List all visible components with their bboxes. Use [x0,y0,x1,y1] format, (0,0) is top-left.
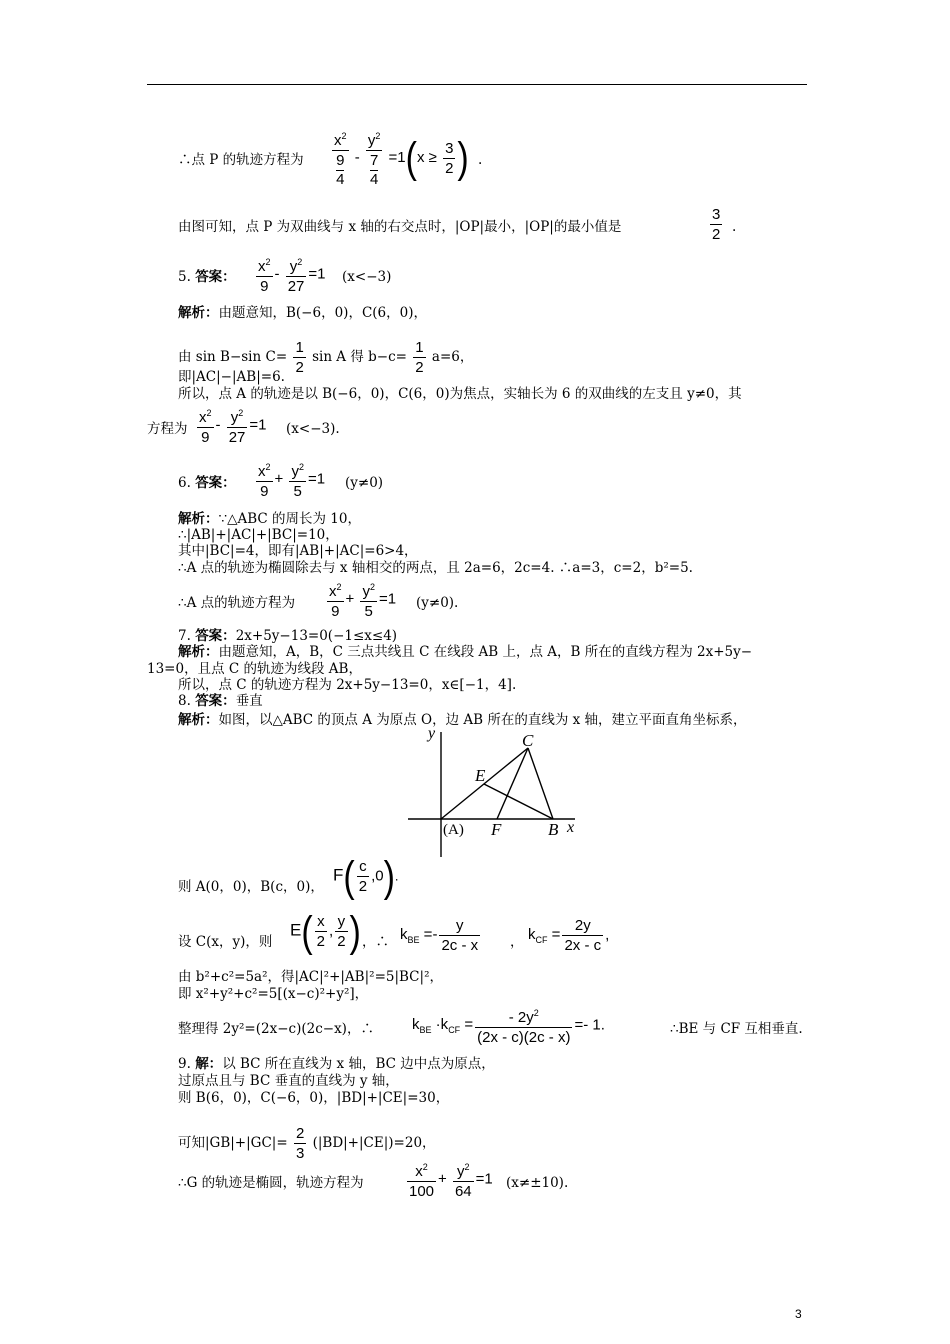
q8-l2a: 则 A(0，0)，B(c，0)， [178,879,324,895]
q9-l5b: (x≠±10). [506,1175,569,1191]
q6-analysis-equation: $\frac{x^2}{9}$ + $\frac{y^2}{5}$ =1 [325,578,396,621]
q5-answer-cond: (x<−3) [342,269,392,285]
q8-product: $k_{BE} \cdot k_{CF}$ = $\frac{- 2y^2}{(2x - c)(2c - x)}$ =- 1. [412,1004,605,1047]
q8-l4: 由 b²+c²=5a²，得|AC|²+|AB|²=5|BC|²， [178,969,443,985]
intro-locus-tail: . [478,152,483,168]
label-y: y [428,725,436,742]
label-x: x [567,819,575,836]
q7-analysis-l1: 解析：由题意知，A，B，C 三点共线且 C 在线段 AB 上，点 A，B 所在的直线方程为 2x+5y− [178,644,753,660]
intro-min-value: $\frac{3}{2}$ [712,206,721,243]
q5-answer-equation: $\frac{x^2}{9}$ - $\frac{y^2}{27}$ =1 [254,253,325,296]
q9-equation: $\frac{x^2}{100}$ + $\frac{y^2}{64}$ =1 [405,1158,493,1201]
q6-analysis-l4: ∴A 点的轨迹为椭圆除去与 x 轴相交的两点，且 2a=6，2c=4. ∴a=3，c=2，b²=5. [178,560,693,576]
q8-point-f: F( $\frac{c}{2}$ ,0). [333,852,399,901]
q9-l5a: ∴G 的轨迹是椭圆，轨迹方程为 [178,1175,364,1191]
label-origin-note: (A) [443,822,464,838]
q6-analysis-l5a: ∴A 点的轨迹方程为 [178,595,296,611]
q5-analysis-l4: 所以，点 A 的轨迹是以 B(−6，0)，C(6，0)为焦点，实轴长为 6 的双曲线的左支且 y≠0，其 [178,386,742,402]
q6-answer-equation: $\frac{x^2}{9}$ + $\frac{y^2}{5}$ =1 [254,458,325,501]
header-rule [147,84,807,85]
label-c: C [522,731,534,750]
label-b: B [548,820,559,839]
intro-locus-equation: $x^2$ 9 4 - $y^2$ 7 4 =1(x ≥ $\frac{3}{2}$ ) [330,127,469,189]
q8-l3a: 设 C(x，y)，则 [178,934,273,950]
q5-analysis-l5b: (x<−3). [286,421,340,437]
q6-analysis-l1: 解析：∵△ABC 的周长为 10， [178,511,361,527]
intro-min-tail: . [732,219,737,235]
q5-analysis-equation: $\frac{x^2}{9}$ - $\frac{y^2}{27}$ =1 [195,404,266,447]
q6-analysis-l2: ∴|AB|+|AC|+|BC|=10， [178,527,339,543]
q9-l1: 9. 解：以 BC 所在直线为 x 轴，BC 边中点为原点， [178,1056,495,1072]
q5-analysis-l1: 解析：由题意知，B(−6，0)，C(6，0)， [178,305,427,321]
q8-l3c: ， [510,934,524,950]
q8-l6a: 整理得 2y²=(2x−c)(2c−x)，∴ [178,1021,374,1037]
q9-l3: 则 B(6，0)，C(−6，0)，|BD|+|CE|=30， [178,1090,450,1106]
q6-analysis-l5b: (y≠0). [416,595,459,611]
q5-answer-line: 5. 答案： [178,269,236,285]
q8-slope-cf: $k_{CF}$ = $\frac{2y}{2x - c}$ , [528,917,610,954]
q8-l5: 即 x²+y²+c²=5[(x−c)²+y²]， [178,986,369,1002]
label-f: F [491,820,502,839]
q5-analysis-l5a: 方程为 [147,421,188,437]
q6-analysis-l3: 其中|BC|=4，即有|AB|+|AC|=6>4， [178,543,418,559]
label-e: E [475,766,486,785]
q9-l4: 可知|GB|+|GC|= $\frac{2}{3}$ (|BD|+|CE|)=20， [178,1125,436,1162]
q7-answer-line: 7. 答案：2x+5y−13=0(−1≤x≤4) [178,628,398,644]
q5-analysis-l3: 即|AC|−|AB|=6. [178,369,285,385]
segment-cf [497,748,528,819]
q8-slope-be: $k_{BE}$ =- $\frac{y}{2c - x}$ [400,917,479,954]
q7-analysis-l2: 13=0，且点 C 的轨迹为线段 AB， [147,661,362,677]
triangle-figure [400,722,590,862]
q8-l3b: ，∴ [362,934,389,950]
q5-analysis-l2: 由 sin B−sin C= $\frac{1}{2}$ sin A 得 b−c= $\frac{1}{2}$ a=6， [178,339,474,376]
intro-locus-text: ∴点 P 的轨迹方程为 [178,152,304,168]
q8-analysis-l1: 解析：如图，以△ABC 的顶点 A 为原点 O，边 AB 所在的直线为 x 轴，建立平面直角坐标系， [178,712,747,728]
q8-l6b: ∴BE 与 CF 互相垂直. [670,1021,803,1037]
q8-answer-line: 8. 答案：垂直 [178,693,263,709]
q8-point-e: E( $\frac{x}{2}$ , $\frac{y}{2}$ ) [290,907,361,956]
q6-answer-line: 6. 答案： [178,475,236,491]
intro-min-text: 由图可知，点 P 为双曲线与 x 轴的右交点时，|OP|最小，|OP|的最小值是 [178,219,622,235]
page-number: 3 [795,1307,802,1321]
q7-analysis-l3: 所以，点 C 的轨迹方程为 2x+5y−13=0，x∈[−1，4]. [178,677,517,693]
q9-l2: 过原点且与 BC 垂直的直线为 y 轴， [178,1073,399,1089]
q6-answer-cond: (y≠0) [345,475,384,491]
